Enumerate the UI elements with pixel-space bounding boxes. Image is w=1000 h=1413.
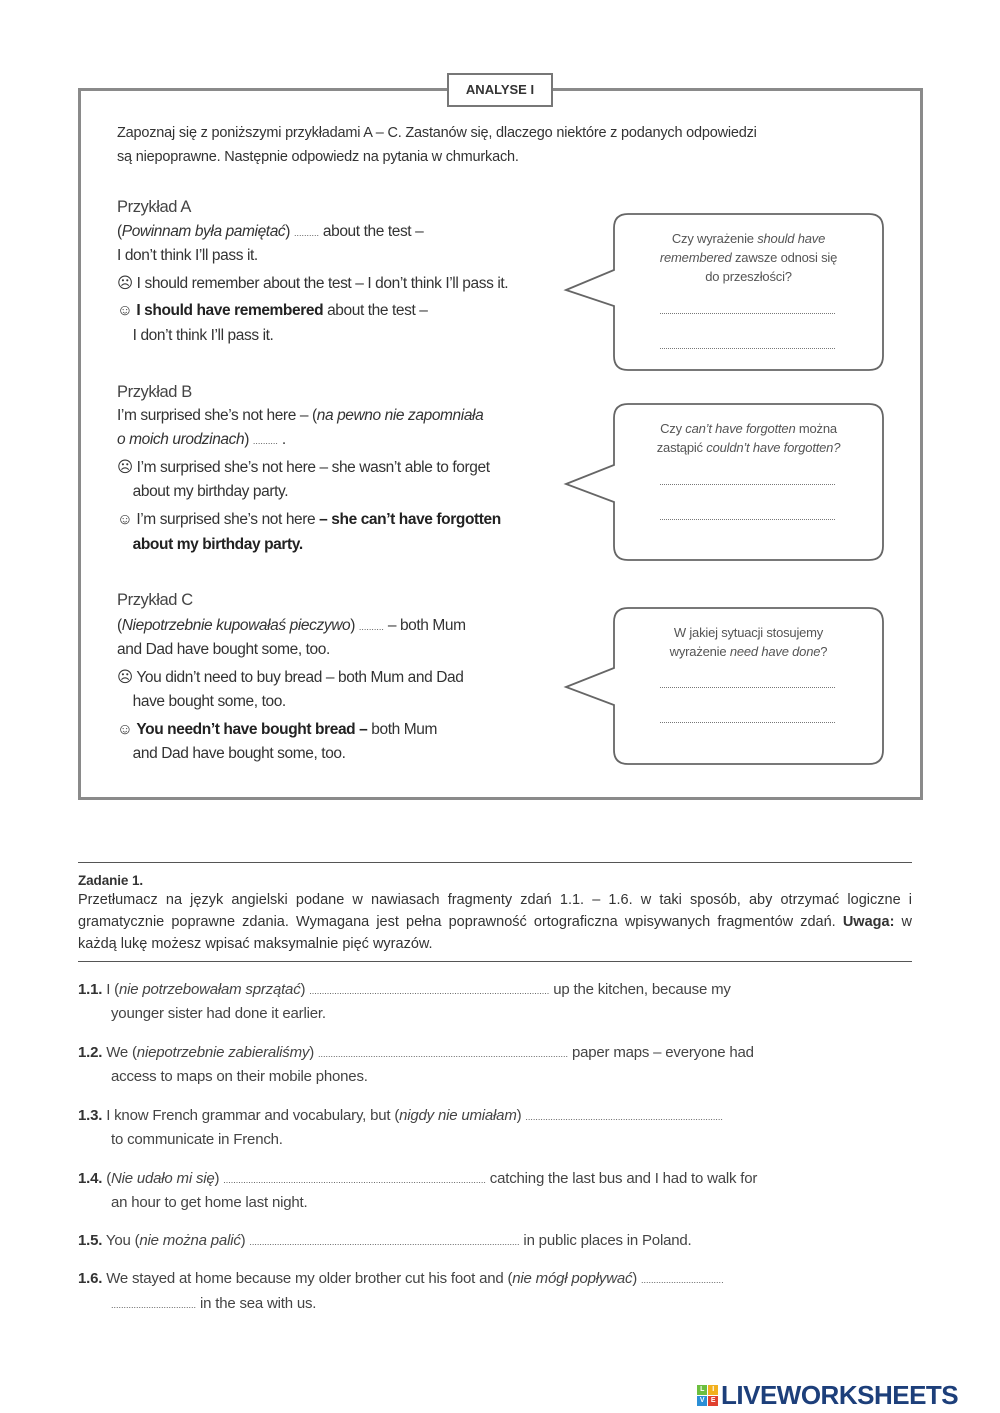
text-segment: I know French grammar and vocabulary, but ( [102, 1107, 400, 1124]
text-segment: do przeszłości? [705, 269, 792, 284]
logo-letter: V [697, 1396, 707, 1406]
example-line [117, 222, 423, 243]
text-segment: nie mógł popływać [512, 1270, 633, 1287]
text-segment: I ( [102, 981, 119, 998]
answer-gap[interactable]: .......... [252, 436, 278, 446]
note-label: Uwaga: [842, 914, 895, 930]
bubble-question [614, 642, 883, 661]
bubble-question [614, 419, 883, 438]
bubble-question [614, 267, 883, 286]
text-segment: and Dad have bought some, too. [117, 641, 330, 658]
text-segment: ☹ You didn’t need to buy bread – both Mum and Dad [117, 669, 464, 686]
task-item-cont[interactable] [111, 1294, 316, 1315]
text-segment: have bought some, too. [117, 693, 286, 710]
task-item[interactable] [78, 1269, 724, 1290]
logo-text: LIVEWORKSHEETS [721, 1380, 959, 1410]
instructions-text: Przetłumacz na język angielski podane w nawiasach fragmenty zdań 1.1. – 1.6. w taki sposób, aby otrzymać logiczne i gramatycznie poprawne zdania. Wymagana jest pełna poprawność ortograficzna wpisywanych fragmentów zdań. [78, 892, 912, 930]
answer-gap[interactable]: ............................................................................................................ [249, 1237, 520, 1247]
note-text: w każdą lukę możesz wpisać maksymalnie pięć wyrazów. [78, 914, 913, 952]
example-line [117, 510, 501, 530]
text-segment: about my birthday party. [132, 536, 303, 553]
answer-line[interactable] [660, 348, 835, 349]
example-line [117, 482, 288, 502]
answer-line[interactable] [660, 687, 835, 688]
text-segment: You needn’t have bought bread – [136, 721, 368, 738]
example-line [117, 640, 330, 660]
answer-gap[interactable]: .......... [358, 622, 384, 632]
text-segment: ) [240, 1232, 250, 1249]
example-line [117, 246, 258, 266]
text-segment: to communicate in French. [111, 1131, 283, 1148]
text-segment: ? [820, 644, 828, 659]
text-segment: You ( [102, 1232, 140, 1249]
bubble-question [614, 248, 883, 267]
answer-gap[interactable]: .................................................................................................... [317, 1049, 569, 1059]
text-segment: about the test – [323, 302, 428, 319]
example-line [117, 720, 437, 740]
text-segment: o moich urodzinach [117, 431, 245, 448]
text-segment: about my birthday party. [117, 483, 289, 500]
text-segment: na pewno nie zapomniała [316, 407, 484, 424]
text-segment: ) [285, 223, 294, 240]
example-line [117, 301, 428, 321]
text-segment: can’t have forgotten [685, 421, 796, 436]
example-line [117, 744, 346, 764]
analyse-label: ANALYSE I [447, 73, 553, 107]
example-line [117, 668, 463, 688]
answer-gap[interactable]: .......... [293, 228, 319, 238]
task-item-cont [111, 1004, 326, 1024]
text-segment: ☺ [117, 721, 137, 738]
text-segment: nigdy nie umiałam [399, 1107, 517, 1124]
text-segment: ) [350, 617, 359, 634]
example-line [117, 406, 483, 426]
example-line [117, 616, 466, 637]
answer-line[interactable] [660, 722, 835, 723]
answer-line[interactable] [660, 313, 835, 314]
bubble-question [614, 229, 883, 248]
text-segment: catching the last bus and I had to walk for [485, 1170, 758, 1187]
text-segment: younger sister had done it earlier. [111, 1005, 326, 1022]
text-segment: should have [757, 231, 826, 246]
text-segment: – both Mum [383, 617, 466, 634]
text-segment: access to maps on their mobile phones. [111, 1068, 368, 1085]
task-instructions [78, 889, 912, 955]
text-segment: We stayed at home because my older brother cut his foot and ( [102, 1270, 513, 1287]
task-item[interactable] [78, 1043, 754, 1064]
logo-letter: L [697, 1385, 707, 1395]
example-line [117, 692, 286, 712]
text-segment: Niepotrzebnie kupowałaś pieczywo [121, 617, 351, 634]
liveworksheets-logo [697, 1380, 958, 1411]
text-segment: ☺ I’m surprised she’s not here [117, 511, 320, 528]
text-segment: Powinnam była pamiętać [121, 223, 286, 240]
logo-icon [697, 1385, 718, 1406]
text-segment: ☺ [117, 302, 137, 319]
text-segment: zawsze odnosi się [731, 250, 838, 265]
text-segment: 1.5. [78, 1232, 103, 1249]
text-segment: both Mum [367, 721, 437, 738]
text-segment: 1.6. [78, 1270, 103, 1287]
text-segment: 1.1. [78, 981, 103, 998]
divider [78, 961, 912, 962]
text-segment: zastąpić [656, 440, 707, 455]
text-segment: ( [117, 223, 122, 240]
task-item-cont [111, 1193, 307, 1213]
example-heading: Przykład C [117, 591, 193, 609]
text-segment: in public places in Poland. [519, 1232, 692, 1249]
text-segment: I don’t think I’ll pass it. [117, 327, 274, 344]
answer-gap[interactable]: ......................................................................................................... [223, 1175, 486, 1185]
text-segment: in the sea with us. [196, 1295, 317, 1312]
example-line [117, 274, 508, 294]
logo-letter: I [708, 1385, 718, 1395]
text-segment: and Dad have bought some, too. [117, 745, 346, 762]
text-segment: need have done [729, 644, 821, 659]
task-item[interactable] [78, 1106, 723, 1127]
text-segment: paper maps – everyone had [568, 1044, 754, 1061]
text-segment: I should have remembered [136, 302, 324, 319]
text-segment: 1.4. [78, 1170, 103, 1187]
bubble-question [614, 623, 883, 642]
task-item[interactable] [78, 1231, 691, 1252]
answer-line[interactable] [660, 484, 835, 485]
task-title: Zadanie 1. [78, 873, 144, 888]
text-segment: wyrażenie [669, 644, 730, 659]
text-segment [117, 536, 133, 553]
text-segment: Nie udało mi się [111, 1170, 215, 1187]
text-segment: ) [300, 981, 310, 998]
logo-letter: E [708, 1396, 718, 1406]
task-item-cont [111, 1067, 368, 1087]
task-item[interactable] [78, 1169, 757, 1190]
answer-gap[interactable]: ............................................................................... [525, 1112, 723, 1122]
example-line [117, 326, 273, 346]
text-segment: ☹ I should remember about the test – I don’t think I’ll pass it. [117, 275, 509, 292]
text-segment: ) [516, 1107, 526, 1124]
text-segment: ) [214, 1170, 224, 1187]
intro-line: Zapoznaj się z poniższymi przykładami A – C. Zastanów się, dlaczego niektóre z podanych odpowiedzi [117, 125, 757, 141]
intro-line: są niepoprawne. Następnie odpowiedz na pytania w chmurkach. [117, 149, 519, 165]
text-segment: W jakiej sytuacji stosujemy [673, 625, 824, 640]
answer-gap[interactable]: ................................. [641, 1275, 724, 1285]
text-segment: ( [102, 1170, 111, 1187]
divider [78, 862, 912, 863]
text-segment: ( [117, 617, 122, 634]
example-heading: Przykład B [117, 383, 192, 401]
text-segment: niepotrzebnie zabieraliśmy [136, 1044, 310, 1061]
text-segment: nie można palić [139, 1232, 241, 1249]
answer-gap[interactable]: .................................. [111, 1300, 197, 1310]
text-segment: można [795, 421, 837, 436]
text-segment: ) [309, 1044, 318, 1061]
example-line [117, 458, 490, 478]
example-heading: Przykład A [117, 198, 191, 216]
text-segment: nie potrzebowałam sprzątać [118, 981, 301, 998]
text-segment: ) [632, 1270, 642, 1287]
text-segment: We ( [102, 1044, 137, 1061]
text-segment: . [277, 431, 286, 448]
text-segment: remembered [659, 250, 732, 265]
text-segment: up the kitchen, because my [549, 981, 731, 998]
text-segment: Czy [660, 421, 686, 436]
answer-line[interactable] [660, 519, 835, 520]
task-item[interactable] [78, 980, 731, 1001]
text-segment: – she can’t have forgotten [319, 511, 501, 528]
text-segment: 1.3. [78, 1107, 103, 1124]
example-line [117, 430, 286, 451]
task-item-cont [111, 1130, 283, 1150]
text-segment: 1.2. [78, 1044, 103, 1061]
text-segment: an hour to get home last night. [111, 1194, 308, 1211]
text-segment: couldn’t have forgotten? [706, 440, 841, 455]
text-segment: ) [244, 431, 253, 448]
text-segment: ☹ I’m surprised she’s not here – she wasn’t able to forget [117, 459, 490, 476]
example-line [117, 535, 303, 555]
text-segment: I’m surprised she’s not here – ( [117, 407, 317, 424]
text-segment: about the test – [318, 223, 424, 240]
text-segment: Czy wyrażenie [671, 231, 758, 246]
answer-gap[interactable]: ................................................................................................ [309, 986, 550, 996]
bubble-question [614, 438, 883, 457]
text-segment: I don’t think I’ll pass it. [117, 247, 258, 264]
